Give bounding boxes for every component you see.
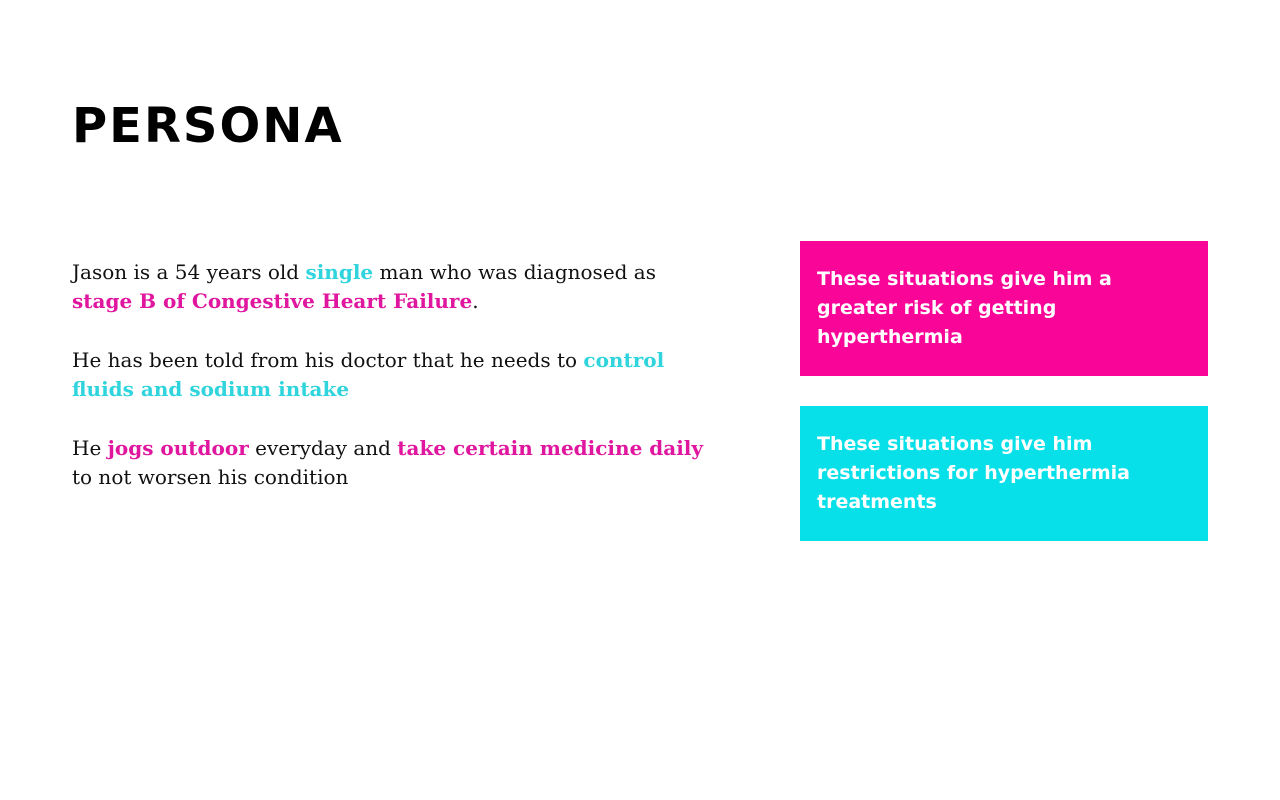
paragraph-profile — [72, 258, 712, 316]
paragraph-routine — [72, 434, 712, 492]
text-segment: man who was diagnosed as — [373, 260, 656, 284]
text-segment: . — [472, 289, 479, 313]
restriction-card — [800, 406, 1208, 541]
restriction-card-text: These situations give him restrictions for hyperthermia treatments — [817, 433, 1130, 513]
text-segment: everyday and — [248, 436, 398, 460]
risk-card-text: These situations give him a greater risk of getting hyperthermia — [817, 268, 1112, 348]
paragraph-doctor-advice — [72, 346, 712, 404]
highlight-fluid-control: control fluids and sodium intake — [72, 348, 665, 401]
risk-card — [800, 241, 1208, 376]
text-segment: He has been told from his doctor that he needs to — [72, 348, 584, 372]
page-title: PERSONA — [72, 98, 344, 154]
text-segment: He — [72, 436, 108, 460]
persona-description — [72, 258, 712, 522]
highlight-medicine: take certain medicine daily — [397, 436, 704, 460]
highlight-diagnosis: stage B of Congestive Heart Failure — [72, 289, 473, 313]
highlight-single: single — [305, 260, 374, 284]
text-segment: to not worsen his condition — [72, 465, 349, 489]
highlight-jogging: jogs outdoor — [107, 436, 249, 460]
text-segment: Jason is a 54 years old — [72, 260, 306, 284]
